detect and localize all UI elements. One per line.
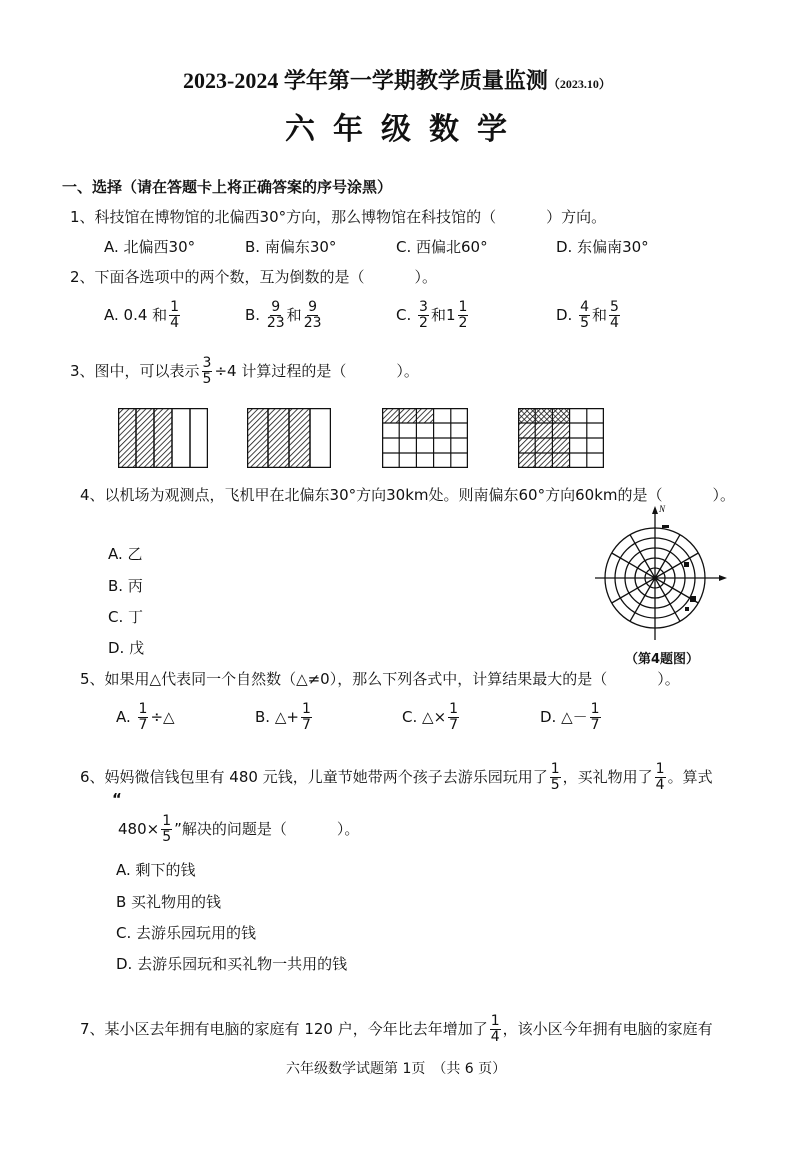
q5-b-pre: △+ xyxy=(274,708,299,726)
q7-stem-b: ，该小区今年拥有电脑的家庭有 xyxy=(502,1020,713,1038)
q4-stem-text: 4、以机场为观测点，飞机甲在北偏东30°方向30km处。则南偏东60°方向60km的是（ xyxy=(80,486,663,504)
question-7-stem xyxy=(80,1014,713,1045)
q5-stem-text: 5、如果用△代表同一个自然数（△≠0），那么下列各式中，计算结果最大的是（ xyxy=(80,670,608,688)
page-footer: 六年级数学试题第 1页 （共 6 页） xyxy=(286,1061,507,1077)
section-heading: 一、选择（请在答题卡上将正确答案的序号涂黑） xyxy=(62,178,393,196)
question-3-stem xyxy=(70,356,419,387)
q2-c-fraction-2: $\frac{1}{2}$ xyxy=(458,299,468,331)
q2-b-and: 和 xyxy=(286,306,302,324)
q6-stem-a: 6、妈妈微信钱包里有 480 元钱，儿童节她带两个孩子去游乐园玩用了 xyxy=(80,768,548,786)
exam-date: （2023.10） xyxy=(547,77,611,91)
q2-d-fraction-1: $\frac{4}{5}$ xyxy=(580,299,590,331)
question-6-stem xyxy=(80,762,713,793)
q1-option-a: A. 北偏西30° xyxy=(104,238,196,256)
q5-a-label: A. xyxy=(116,708,131,726)
q6-fraction-2: $\frac{1}{4}$ xyxy=(655,761,665,793)
q5-option-b xyxy=(255,702,314,733)
q6-option-a: A. 剩下的钱 xyxy=(116,861,196,879)
q4-stem-end: ）。 xyxy=(712,486,736,504)
q3-figure-b xyxy=(247,408,331,468)
q3-figure-a xyxy=(118,408,208,468)
q5-c-label: C. xyxy=(402,708,418,726)
q4-figure-caption: （第4题图） xyxy=(625,652,700,667)
question-1-stem xyxy=(70,206,606,227)
q1-stem-end: ）方向。 xyxy=(546,208,607,226)
q2-stem-end: ）。 xyxy=(414,268,438,286)
q5-option-c xyxy=(402,702,461,733)
q1-option-c: C. 西偏北60° xyxy=(396,238,488,256)
q5-d-pre: △－ xyxy=(561,708,588,726)
q5-option-a xyxy=(116,702,175,733)
q2-a-fraction: $\frac{1}{4}$ xyxy=(170,299,180,331)
q3-figure-c xyxy=(382,408,468,468)
q2-a-text: 0.4 和 xyxy=(123,306,168,324)
q2-b-fraction-1: $\frac{9}{23}$ xyxy=(266,299,285,331)
q6-option-c: C. 去游乐园玩用的钱 xyxy=(116,924,257,942)
q6-fraction-1: $\frac{1}{5}$ xyxy=(550,761,560,793)
q2-b-label: B. xyxy=(245,306,261,324)
q2-option-c xyxy=(396,300,470,331)
q3-stem-pre: 3、图中，可以表示 xyxy=(70,362,200,380)
q1-stem-text: 1、科技馆在博物馆的北偏西30°方向，那么博物馆在科技馆的（ xyxy=(70,208,497,226)
exam-title-text: 2023-2024 学年第一学期教学质量监测 xyxy=(183,68,548,93)
q2-c-and: 和1 xyxy=(430,306,456,324)
q5-d-label: D. xyxy=(540,708,557,726)
q5-option-d xyxy=(540,702,603,733)
q2-option-d xyxy=(556,300,622,331)
q6-stem-c: 。算式 xyxy=(667,768,713,786)
q5-a-post: ÷△ xyxy=(150,708,175,726)
q4-option-d: D. 戊 xyxy=(108,639,145,657)
q5-stem-end: ）。 xyxy=(657,670,680,688)
q2-c-label: C. xyxy=(396,306,412,324)
q4-option-b: B. 丙 xyxy=(108,577,143,595)
question-2-stem xyxy=(70,266,437,287)
q2-option-a xyxy=(104,300,182,331)
q5-b-fraction: $\frac{1}{7}$ xyxy=(301,701,311,733)
exam-title xyxy=(183,64,611,95)
q3-stem-end: ）。 xyxy=(396,362,419,380)
q6-expr-post: ”解决的问题是（ xyxy=(174,820,287,838)
q6-expr-pre: 480× xyxy=(118,820,160,838)
question-5-stem xyxy=(80,668,680,689)
q6-stem-b: ，买礼物用了 xyxy=(562,768,653,786)
q5-c-pre: △× xyxy=(422,708,447,726)
q4-option-a: A. 乙 xyxy=(108,545,143,563)
q2-stem-text: 2、下面各选项中的两个数，互为倒数的是（ xyxy=(70,268,365,286)
q7-fraction: $\frac{1}{4}$ xyxy=(490,1013,500,1045)
q1-option-d: D. 东偏南30° xyxy=(556,238,649,256)
q6-option-b: B 买礼物用的钱 xyxy=(116,893,222,911)
q4-polar-figure xyxy=(595,500,735,650)
q6-fraction-3: $\frac{1}{5}$ xyxy=(162,813,172,845)
q2-option-b xyxy=(245,300,324,331)
north-label: N xyxy=(659,504,666,514)
q2-d-label: D. xyxy=(556,306,573,324)
q5-b-label: B. xyxy=(255,708,271,726)
exam-subtitle: 六年级数学 xyxy=(285,113,525,146)
q5-c-fraction: $\frac{1}{7}$ xyxy=(449,701,459,733)
q2-c-fraction-1: $\frac{3}{2}$ xyxy=(419,299,428,331)
q2-b-fraction-2: $\frac{9}{23}$ xyxy=(303,299,322,331)
q4-option-c: C. 丁 xyxy=(108,608,144,626)
q5-d-fraction: $\frac{1}{7}$ xyxy=(590,701,600,733)
q2-a-label: A. xyxy=(104,306,119,324)
q7-stem-a: 7、某小区去年拥有电脑的家庭有 120 户，今年比去年增加了 xyxy=(80,1020,488,1038)
q3-stem-post: ÷4 计算过程的是（ xyxy=(214,362,347,380)
q6-expression xyxy=(118,814,359,845)
q6-quote-open: “ xyxy=(112,790,122,808)
q2-d-fraction-2: $\frac{5}{4}$ xyxy=(610,299,619,331)
q6-stem-end: ）。 xyxy=(336,820,360,838)
q3-fraction: $\frac{3}{5}$ xyxy=(202,355,212,387)
q3-figure-d xyxy=(518,408,604,468)
q2-d-and: 和 xyxy=(592,306,608,324)
q5-a-fraction: $\frac{1}{7}$ xyxy=(138,701,148,733)
q6-option-d: D. 去游乐园玩和买礼物一共用的钱 xyxy=(116,955,348,973)
q1-option-b: B. 南偏东30° xyxy=(245,238,337,256)
